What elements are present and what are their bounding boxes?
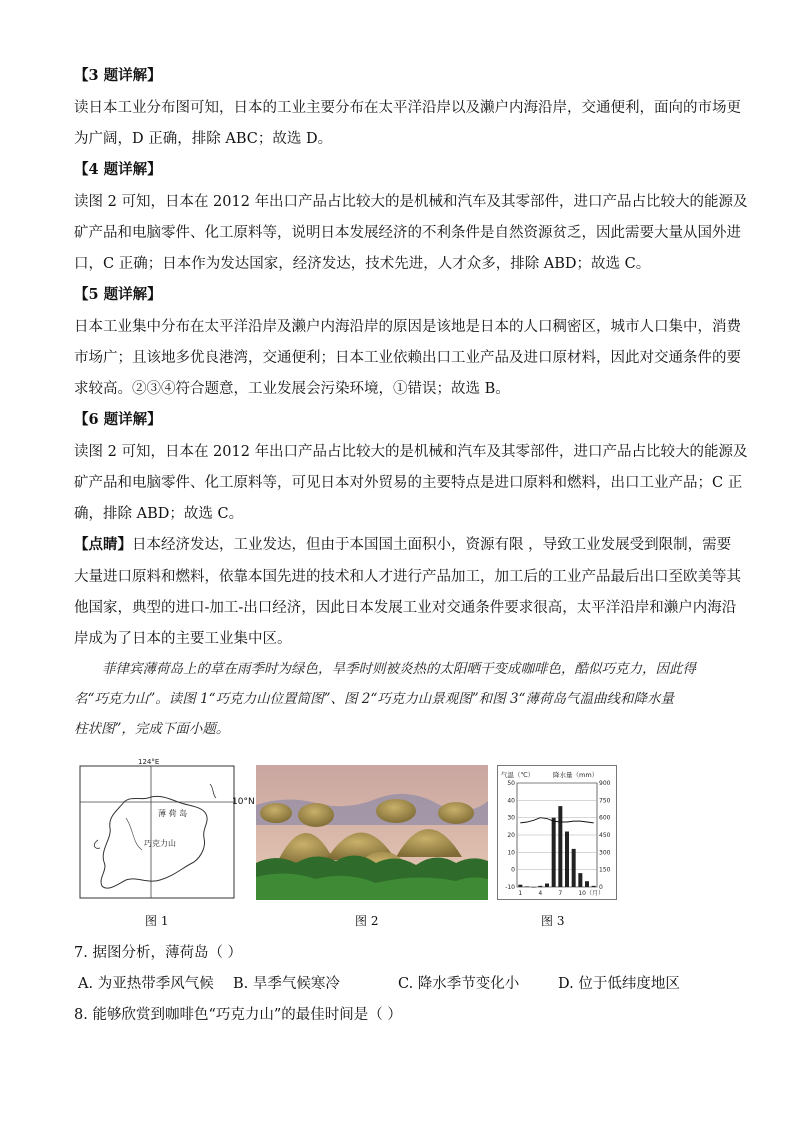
tip-text-1: 日本经济发达，工业发达，但由于本国国土面积小，资源有限 ，导致工业发展受到限制，需要 xyxy=(132,537,732,553)
precip-bar xyxy=(518,885,522,887)
precip-bar xyxy=(592,886,596,887)
hill-far-3 xyxy=(376,799,416,823)
section4-heading: 【4 题详解】 xyxy=(74,161,162,178)
section4-line-3: 口，C 正确；日本作为发达国家，经济发达，技术先进，人才众多，排除 ABD；故选 C。 xyxy=(74,256,651,272)
hills-label: 巧克力山 xyxy=(144,839,176,848)
left-axis-title: 气温（℃） xyxy=(501,771,535,779)
figure1-caption: 图 1 xyxy=(145,914,169,928)
tip-label: 【点睛】 xyxy=(74,536,132,553)
q7-stem: 7. 据图分析，薄荷岛（ ） xyxy=(74,945,243,961)
left-tick-label: 10 xyxy=(507,849,515,857)
precip-bar xyxy=(538,886,542,887)
section6-line-1: 读图 2 可知，日本在 2012 年出口产品占比较大的是机械和汽车及其零部件，进口产品占比较大的能源及 xyxy=(74,444,748,460)
section5-line-3: 求较高。②③④符合题意，工业发展会污染环境，①错误；故选 B。 xyxy=(74,381,510,397)
precip-bar xyxy=(525,886,529,887)
section5-heading: 【5 题详解】 xyxy=(74,286,162,303)
tip-line-4: 岸成为了日本的主要工业集中区。 xyxy=(74,631,292,647)
x-tick-label: 10（月） xyxy=(578,890,604,897)
figure2-landscape xyxy=(256,765,488,900)
precip-bar xyxy=(585,881,589,887)
right-tick-label: 600 xyxy=(599,814,611,822)
lat-label: 10°N xyxy=(232,797,255,807)
section4-line-1: 读图 2 可知，日本在 2012 年出口产品占比较大的是机械和汽车及其零部件，进口产品占比较大的能源及 xyxy=(74,194,748,210)
left-tick-label: 0 xyxy=(511,866,515,874)
section3-line-1: 读日本工业分布图可知，日本的工业主要分布在太平洋沿岸以及濑户内海沿岸，交通便利，面向的市场更 xyxy=(74,100,741,116)
tip-line-1 xyxy=(74,535,732,555)
left-tick-label: 20 xyxy=(507,832,515,839)
figure3-climate-chart xyxy=(497,765,617,900)
intro-line-2: 名“巧克力山”。读图 1“巧克力山位置简图”、图 2“巧克力山景观图”和图 3“薄荷岛气温曲线和降水量 xyxy=(74,691,674,707)
section4-line-2: 矿产品和电脑零件、化工原料等，说明日本发展经济的不利条件是自然资源贫乏，因此需要大量从国外进 xyxy=(74,225,741,241)
island-label: 薄 荷 岛 xyxy=(158,809,188,818)
x-tick-label: 4 xyxy=(538,890,543,897)
q7-option-b[interactable]: B. 旱季气候寒冷 xyxy=(233,976,340,992)
x-tick-label: 7 xyxy=(558,890,563,897)
precip-bar xyxy=(532,887,536,888)
figure3-caption: 图 3 xyxy=(541,914,565,928)
tip-line-3: 他国家，典型的进口-加工-出口经济，因此日本发展工业对交通条件要求很高，太平洋沿岸和濑户内海沿 xyxy=(74,600,737,616)
right-tick-label: 900 xyxy=(599,780,611,787)
section6-heading: 【6 题详解】 xyxy=(74,411,162,428)
precip-bar xyxy=(545,884,549,887)
intro-line-1: 菲律宾薄荷岛上的草在雨季时为绿色，旱季时则被炎热的太阳晒干变成咖啡色，酷似巧克力，因此得 xyxy=(102,661,696,677)
figure1-map xyxy=(78,758,236,900)
left-tick-label: 50 xyxy=(507,780,515,787)
left-tick-label: 40 xyxy=(507,797,515,805)
q7-option-d[interactable]: D. 位于低纬度地区 xyxy=(558,976,680,992)
hill-far-2 xyxy=(298,803,334,827)
q7-option-a[interactable]: A. 为亚热带季风气候 xyxy=(78,976,214,992)
q7-option-c[interactable]: C. 降水季节变化小 xyxy=(398,976,520,992)
right-tick-label: 750 xyxy=(599,797,611,805)
x-tick-label: 1 xyxy=(518,890,523,897)
precip-bar xyxy=(565,832,569,887)
right-tick-label: 150 xyxy=(599,866,611,874)
section3-line-2: 为广阔，D 正确，排除 ABC；故选 D。 xyxy=(74,131,333,147)
hill-far-4 xyxy=(438,802,474,824)
precip-bar xyxy=(572,849,576,887)
section5-line-2: 市场广；且该地多优良港湾，交通便利；日本工业依赖出口工业产品及进口原材料，因此对交通条件的要 xyxy=(74,350,741,366)
q8-stem: 8. 能够欣赏到咖啡色“巧克力山”的最佳时间是（ ） xyxy=(74,1007,402,1023)
hill-far-1 xyxy=(260,803,292,823)
lon-label: 124°E xyxy=(138,758,160,766)
intro-line-3: 柱状图”，完成下面小题。 xyxy=(74,721,230,737)
section6-line-2: 矿产品和电脑零件、化工原料等，可见日本对外贸易的主要特点是进口原料和燃料，出口工业产品；C 正 xyxy=(74,475,743,491)
section6-line-3: 确，排除 ABD；故选 C。 xyxy=(74,506,244,522)
precip-bar xyxy=(558,806,562,887)
section5-line-1: 日本工业集中分布在太平洋沿岸及濑户内海沿岸的原因是该地是日本的人口稠密区，城市人口集中，消费 xyxy=(74,319,741,335)
right-axis-title: 降水量（mm） xyxy=(553,771,599,779)
left-tick-label: -10 xyxy=(505,884,515,891)
left-tick-label: 30 xyxy=(507,814,515,822)
tip-line-2: 大量进口原料和燃料，依靠本国先进的技术和人才进行产品加工，加工后的工业产品最后出口至欧美等其 xyxy=(74,569,741,585)
figure2-caption: 图 2 xyxy=(355,914,379,928)
precip-bar xyxy=(578,873,582,887)
right-tick-label: 0 xyxy=(599,884,603,891)
right-tick-label: 300 xyxy=(599,849,611,857)
precip-bar xyxy=(552,818,556,887)
right-tick-label: 450 xyxy=(599,832,611,839)
section3-heading: 【3 题详解】 xyxy=(74,67,162,84)
